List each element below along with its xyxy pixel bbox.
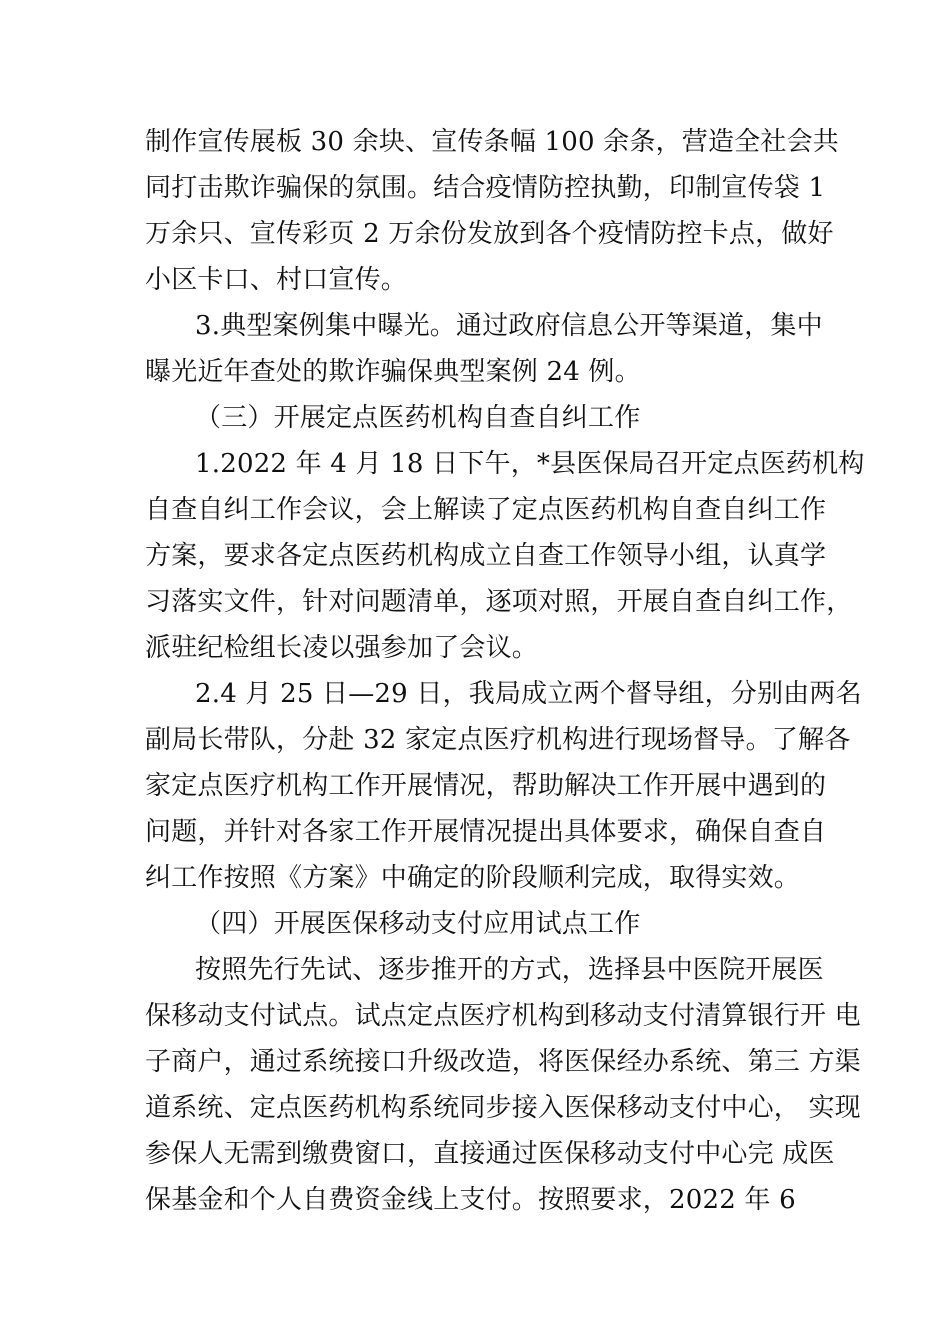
- paragraph-line: 习落实文件，针对问题清单，逐项对照，开展自查自纠工作，: [145, 587, 853, 617]
- paragraph-line: 方案，要求各定点医药机构成立自查工作领导小组，认真学: [145, 541, 827, 571]
- paragraph-line: 纠工作按照《方案》中确定的阶段顺利完成，取得实效。: [145, 863, 801, 893]
- section-heading-3: （三）开展定点医药机构自查自纠工作: [195, 403, 641, 433]
- paragraph-line: 副局长带队，分赴 32 家定点医疗机构进行现场督导。了解各: [145, 725, 851, 755]
- paragraph-line: 万余只、宣传彩页 2 万余份发放到各个疫情防控卡点，做好: [145, 219, 834, 249]
- paragraph-line: 问题，并针对各家工作开展情况提出具体要求，确保自查自: [145, 817, 827, 847]
- paragraph-line: 保基金和个人自费资金线上支付。按照要求，2022 年 6: [145, 1185, 796, 1215]
- paragraph-line: 自查自纠工作会议，会上解读了定点医药机构自查自纠工作: [145, 495, 827, 525]
- paragraph-line: 2.4 月 25 日—29 日，我局成立两个督导组，分别由两名: [195, 679, 862, 709]
- paragraph-line: 1.2022 年 4 月 18 日下午，*县医保局召开定点医药机构: [195, 449, 865, 479]
- paragraph-line: 同打击欺诈骗保的氛围。结合疫情防控执勤，印制宣传袋 1: [145, 173, 826, 203]
- paragraph-line: 小区卡口、村口宣传。: [145, 265, 408, 295]
- section-heading-4: （四）开展医保移动支付应用试点工作: [195, 909, 641, 939]
- paragraph-line: 家定点医疗机构工作开展情况，帮助解决工作开展中遇到的: [145, 771, 827, 801]
- paragraph-line: 曝光近年查处的欺诈骗保典型案例 24 例。: [145, 357, 641, 387]
- paragraph-line: 参保人无需到缴费窗口，直接通过医保移动支付中心完 成医: [145, 1139, 835, 1169]
- paragraph-line: 3.典型案例集中曝光。通过政府信息公开等渠道，集中: [195, 311, 823, 341]
- paragraph-line: 保移动支付试点。试点定点医疗机构到移动支付清算银行开 电: [145, 1001, 861, 1031]
- paragraph-line: 制作宣传展板 30 余块、宣传条幅 100 余条，营造全社会共: [145, 127, 839, 157]
- paragraph-line: 子商户，通过系统接口升级改造，将医保经办系统、第三 方渠: [145, 1047, 861, 1077]
- paragraph-line: 派驻纪检组长凌以强参加了会议。: [145, 633, 539, 663]
- paragraph-line: 按照先行先试、逐步推开的方式，选择县中医院开展医: [195, 955, 824, 985]
- paragraph-line: 道系统、定点医药机构系统同步接入医保移动支付中心， 实现: [145, 1093, 861, 1123]
